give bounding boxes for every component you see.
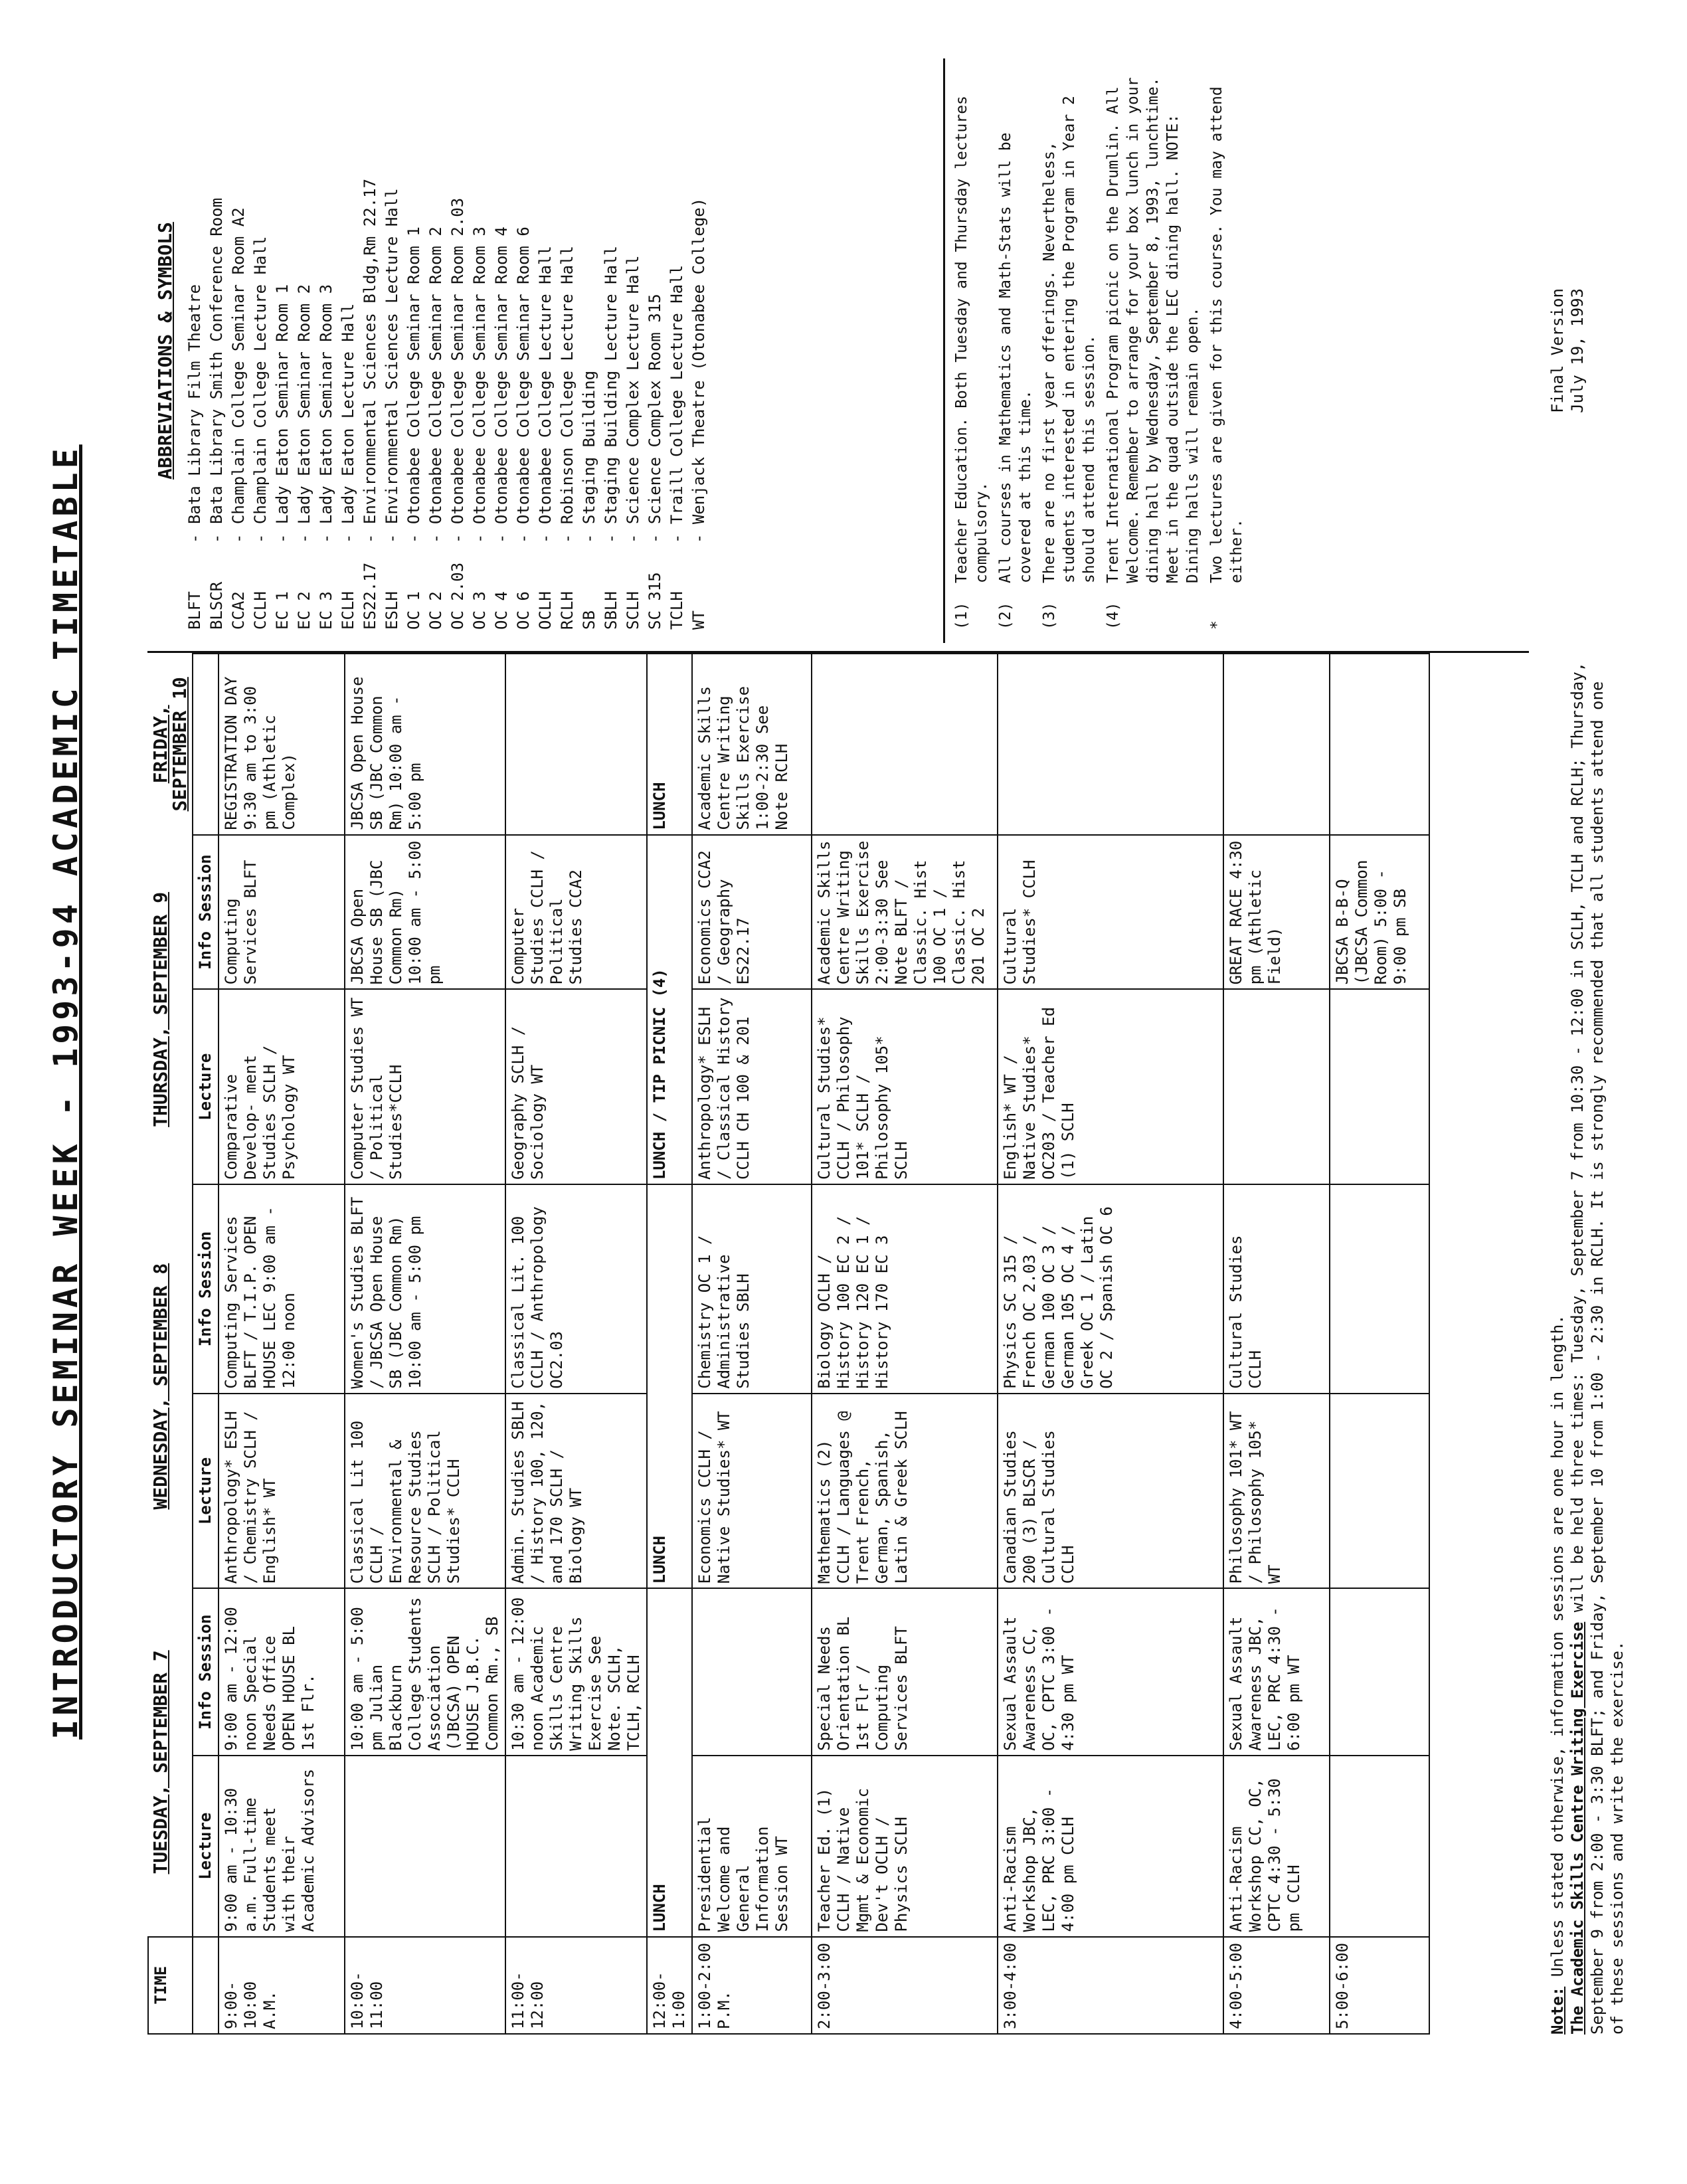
abbreviation-code: CCLH bbox=[251, 591, 270, 630]
abbreviation-desc: - Otonabee College Lecture Hall bbox=[536, 246, 555, 543]
cell: JBCSA B-B-Q (JBCSA Common Room) 5:00 - 9:00 pm SB bbox=[1330, 835, 1429, 990]
lunch-cell: LUNCH bbox=[647, 1184, 692, 1588]
footnote-line2-label: The Academic Skills Centre Writing Exercise bbox=[1568, 1621, 1587, 2035]
abbreviation-desc: - Otonabee College Seminar Room 6 bbox=[514, 227, 533, 543]
abbreviation-row bbox=[272, 72, 294, 630]
time-header: TIME bbox=[148, 1937, 193, 2034]
info-subhead: Info Session bbox=[193, 1588, 219, 1756]
page-title: INTRODUCTORY SEMINAR WEEK - 1993-94 ACADEMIC TIMETABLE bbox=[46, 444, 85, 1740]
abbreviation-row bbox=[578, 72, 600, 630]
abbreviation-row bbox=[359, 72, 381, 630]
abbreviation-desc: - Otonabee College Seminar Room 1 bbox=[404, 227, 423, 543]
note-item bbox=[1103, 72, 1203, 630]
cell: Academic Skills Centre Writing Skills Exercise 2:00-3:30 See Note BLFT / Classic. Hist 100 OC 1 / Classic. Hist 201 OC 2 bbox=[812, 835, 998, 990]
abbreviation-code: WT bbox=[689, 610, 708, 630]
cell: Special Needs Orientation BL 1st Flr / Computing Services BLFT bbox=[812, 1588, 998, 1756]
abbreviation-desc: - Science Complex Room 315 bbox=[646, 294, 664, 543]
cell: Sexual Assault Awareness CC, OC, CPTC 3:00 - 4:30 pm WT bbox=[998, 1588, 1223, 1756]
note-marker: (4) bbox=[1105, 602, 1122, 630]
note-text: All courses in Mathematics and Math-Stats will be covered at this time. bbox=[997, 132, 1034, 583]
cell: Anti-Racism Workshop CC, OC, CPTC 4:30 - 5:30 pm CCLH bbox=[1223, 1756, 1330, 1937]
abbreviation-row bbox=[600, 72, 622, 630]
day-header-tue: TUESDAY, SEPTEMBER 7 bbox=[149, 1650, 171, 1874]
abbreviation-desc: - Lady Eaton Seminar Room 1 bbox=[273, 284, 292, 543]
time-cell: 10:00-11:00 bbox=[345, 1937, 505, 2034]
cell: Women's Studies BLFT / JBCSA Open House SB (JBC Common Rm) 10:00 am - 5:00 pm bbox=[345, 1184, 505, 1394]
abbreviation-code: OC 6 bbox=[514, 591, 533, 630]
abbreviation-code: EC 2 bbox=[295, 591, 313, 630]
abbreviation-desc: - Champlain College Lecture Hall bbox=[251, 236, 270, 543]
column-divider bbox=[147, 651, 1529, 653]
note-text: Trent International Program picnic on the Drumlin. All Welcome. Remember to arrange for your box lunch in your dining hall by Wednesday, September 8, 1993, lunchtime. Meet in the quad outside the LEC dining hall. NOTE: Dining halls will remain open. bbox=[1105, 77, 1201, 583]
cell: JBCSA Open House SB (JBC Common Rm) 10:00 am - 5:00 pm bbox=[345, 835, 505, 990]
abbreviation-desc: - Robinson College Lecture Hall bbox=[558, 246, 577, 543]
cell: Teacher Ed. (1) CCLH / Native Mgmt & Economic Dev't OCLH / Physics SCLH bbox=[812, 1756, 998, 1937]
time-cell: 11:00-12:00 bbox=[505, 1937, 647, 2034]
info-subhead: Info Session bbox=[193, 1184, 219, 1394]
abbreviations-title: ABBREVIATIONS & SYMBOLS bbox=[154, 222, 176, 480]
footnote bbox=[1548, 653, 1627, 2035]
abbreviation-desc: - Otonabee College Seminar Room 4 bbox=[492, 227, 511, 543]
cell: Economics CCLH / Native Studies* WT bbox=[692, 1394, 812, 1589]
abbreviation-desc: - Bata Library Smith Conference Room bbox=[207, 197, 226, 543]
abbreviation-desc: - Wenjack Theatre (Otonabee College) bbox=[689, 197, 708, 543]
abbreviation-desc: - Environmental Sciences Lecture Hall bbox=[383, 188, 401, 543]
time-cell: 4:00-5:00 bbox=[1223, 1937, 1330, 2034]
abbreviation-code: CCA2 bbox=[229, 591, 248, 630]
abbreviation-row bbox=[381, 72, 403, 630]
day-header-wed: WEDNESDAY, SEPTEMBER 8 bbox=[149, 1263, 171, 1510]
cell: Computer Studies WT / Political Studies*CCLH bbox=[345, 989, 505, 1184]
cell: English* WT / Native Studies* OC203 / Teacher Ed (1) SCLH bbox=[998, 989, 1223, 1184]
abbreviation-code: OC 3 bbox=[470, 591, 489, 630]
notes-panel bbox=[943, 58, 1257, 643]
note-marker: (1) bbox=[953, 602, 970, 630]
abbreviation-row bbox=[491, 72, 513, 630]
cell: 9:00 am - 10:30 a.m. Full-time Students meet with their Academic Advisors bbox=[219, 1756, 345, 1937]
cell: Computing Services BLFT bbox=[219, 835, 345, 990]
cell: REGISTRATION DAY 9:30 am to 3:00 pm (Athletic Complex) bbox=[219, 654, 345, 835]
note-text: Two lectures are given for this course. You may attend either. bbox=[1208, 86, 1245, 583]
abbreviation-row bbox=[425, 72, 447, 630]
cell: Physics SC 315 / French OC 2.03 / German 100 OC 3 / German 105 OC 4 / Greek OC 1 / Latin OC 2 / Spanish OC 6 bbox=[998, 1184, 1223, 1394]
time-cell: 9:00- 10:00 A.M. bbox=[219, 1937, 345, 2034]
day-header-fri: FRIDAY, SEPTEMBER 10 bbox=[149, 677, 191, 812]
abbreviation-desc: - Lady Eaton Lecture Hall bbox=[339, 303, 357, 543]
abbreviation-code: OC 2.03 bbox=[448, 562, 467, 630]
cell: Admin. Studies SBLH / History 100, 120, and 170 SCLH / Biology WT bbox=[505, 1394, 647, 1589]
abbreviation-row bbox=[469, 72, 491, 630]
abbreviation-desc: - Environmental Sciences Bldg,Rm 22.17 bbox=[361, 178, 379, 543]
time-cell: 2:00-3:00 bbox=[812, 1937, 998, 2034]
cell: Computing Services BLFT / T.I.P. OPEN HOUSE LEC 9:00 am - 12:00 noon bbox=[219, 1184, 345, 1394]
abbreviation-row bbox=[250, 72, 272, 630]
cell: Sexual Assault Awareness JBC, LEC, PRC 4:30 - 6:00 pm WT bbox=[1223, 1588, 1330, 1756]
abbreviation-row bbox=[557, 72, 578, 630]
abbreviation-desc: - Otonabee College Seminar Room 3 bbox=[470, 227, 489, 543]
footnote-line1: Unless stated otherwise, information sessions are one hour in length. bbox=[1548, 1315, 1567, 1977]
cell: 10:00 am - 5:00 pm Julian Blackburn College Students Association (JBCSA) OPEN HOUSE J.B.C. Common Rm., SB bbox=[345, 1588, 505, 1756]
lecture-subhead: Lecture bbox=[193, 989, 219, 1184]
cell: Classical Lit. 100 CCLH / Anthropology OC2.03 bbox=[505, 1184, 647, 1394]
day-header-thu: THURSDAY, SEPTEMBER 9 bbox=[149, 891, 171, 1127]
cell: Comparative Develop- ment Studies SCLH / Psychology WT bbox=[219, 989, 345, 1184]
abbreviation-row bbox=[447, 72, 469, 630]
footnote-line2: will be held three times: Tuesday, September 7 from 10:30 - 12:00 in SCLH, TCLH and RCLH; Thursday, September 9 from 2:00 - 3:30 BLFT; and Friday, September 10 from 1:00 - 2:30 in RCLH. It is strongly recommended that all students attend one of these sessions and write the exercise. bbox=[1568, 662, 1627, 2035]
abbreviation-code: OC 1 bbox=[404, 591, 423, 630]
cell: Biology OCLH / History 100 EC 2 / History 120 EC 1 / History 170 EC 3 bbox=[812, 1184, 998, 1394]
abbreviation-desc: - Staging Building Lecture Hall bbox=[602, 246, 620, 543]
cell: Anti-Racism Workshop JBC, LEC, PRC 3:00 - 4:00 pm CCLH bbox=[998, 1756, 1223, 1937]
abbreviation-row bbox=[403, 72, 425, 630]
cell: Cultural Studies* CCLH / Philosophy 101* SCLH / Philosophy 105* SCLH bbox=[812, 989, 998, 1184]
note-item bbox=[996, 72, 1035, 630]
cell: Geography SCLH / Sociology WT bbox=[505, 989, 647, 1184]
cell: Academic Skills Centre Writing Skills Exercise 1:00-2:30 See Note RCLH bbox=[692, 654, 812, 835]
cell: 9:00 am - 12:00 noon Special Needs Office OPEN HOUSE BL 1st Flr. bbox=[219, 1588, 345, 1756]
final-version-label: Final Version bbox=[1548, 288, 1567, 413]
time-cell: 5:00-6:00 bbox=[1330, 1937, 1429, 2034]
abbreviation-desc: - Otonabee College Seminar Room 2.03 bbox=[448, 197, 467, 543]
lunch-cell: LUNCH / TIP PICNIC (4) bbox=[647, 835, 692, 1184]
note-item bbox=[1207, 72, 1247, 630]
note-marker: * bbox=[1208, 620, 1225, 630]
cell: Cultural Studies* CCLH bbox=[998, 835, 1223, 990]
footnote-label: Note: bbox=[1548, 1986, 1567, 2035]
time-cell: 12:00-1:00 bbox=[647, 1937, 692, 2034]
abbreviation-desc: - Lady Eaton Seminar Room 2 bbox=[295, 284, 313, 543]
abbreviation-code: SB bbox=[580, 610, 598, 630]
cell: Mathematics (2) CCLH / Languages @ Trent French, German, Spanish, Latin & Greek SCLH bbox=[812, 1394, 998, 1589]
abbreviation-code: TCLH bbox=[667, 591, 686, 630]
note-item bbox=[952, 72, 992, 630]
lunch-cell: LUNCH bbox=[647, 1588, 692, 1936]
cell: Chemistry OC 1 / Administrative Studies SBLH bbox=[692, 1184, 812, 1394]
lecture-subhead: Lecture bbox=[193, 1394, 219, 1589]
abbreviation-row bbox=[206, 72, 228, 630]
abbreviation-row bbox=[666, 72, 688, 630]
abbreviation-code: SC 315 bbox=[646, 572, 664, 630]
abbreviation-desc: - Lady Eaton Seminar Room 3 bbox=[317, 284, 335, 543]
lecture-subhead: Lecture bbox=[193, 1756, 219, 1937]
note-item bbox=[1039, 72, 1099, 630]
cell: Anthropology* ESLH / Classical History CCLH CH 100 & 201 bbox=[692, 989, 812, 1184]
cell: JBCSA Open House SB (JBC Common Rm) 10:00 am - 5:00 pm bbox=[345, 654, 505, 835]
info-subhead: Info Session bbox=[193, 835, 219, 990]
abbreviation-code: BLFT bbox=[185, 591, 204, 630]
abbreviation-desc: - Staging Building bbox=[580, 370, 598, 543]
cell: Cultural Studies CCLH bbox=[1223, 1184, 1330, 1394]
abbreviation-row bbox=[337, 72, 359, 630]
abbreviation-row bbox=[513, 72, 535, 630]
abbreviation-row bbox=[315, 72, 337, 630]
abbreviation-code: ECLH bbox=[339, 591, 357, 630]
abbreviation-row bbox=[294, 72, 315, 630]
lunch-cell: LUNCH bbox=[647, 654, 692, 835]
abbreviation-desc: - Science Complex Lecture Hall bbox=[624, 255, 642, 543]
final-version-date: July 19, 1993 bbox=[1568, 288, 1587, 413]
cell: Anthropology* ESLH / Chemistry SCLH / English* WT bbox=[219, 1394, 345, 1589]
abbreviation-code: EC 1 bbox=[273, 591, 292, 630]
final-version bbox=[1548, 58, 1587, 643]
cell: GREAT RACE 4:30 pm (Athletic Field) bbox=[1223, 835, 1330, 990]
time-cell: 3:00-4:00 bbox=[998, 1937, 1223, 2034]
abbreviation-code: ES22.17 bbox=[361, 562, 379, 630]
abbreviation-code: OC 2 bbox=[426, 591, 445, 630]
abbreviations-list bbox=[184, 72, 710, 630]
abbreviation-row bbox=[535, 72, 557, 630]
abbreviation-code: ESLH bbox=[383, 591, 401, 630]
abbreviation-desc: - Traill College Lecture Hall bbox=[667, 264, 686, 543]
cell: Philosophy 101* WT / Philosophy 105* WT bbox=[1223, 1394, 1330, 1589]
abbreviation-row bbox=[688, 72, 710, 630]
abbreviation-code: EC 3 bbox=[317, 591, 335, 630]
abbreviation-code: OC 4 bbox=[492, 591, 511, 630]
abbreviation-row bbox=[228, 72, 250, 630]
cell: Classical Lit 100 CCLH / Environmental & Resource Studies SCLH / Political Studies* CCLH bbox=[345, 1394, 505, 1589]
abbreviation-desc: - Champlain College Seminar Room A2 bbox=[229, 207, 248, 543]
cell: Presidential Welcome and General Information Session WT bbox=[692, 1756, 812, 1937]
note-text: Teacher Education. Both Tuesday and Thursday lectures compulsory. bbox=[953, 96, 990, 583]
abbreviation-code: OCLH bbox=[536, 591, 555, 630]
cell: 10:30 am - 12:00 noon Academic Skills Centre Writing Skills Exercise See Note. SCLH, TCLH, RCLH bbox=[505, 1588, 647, 1756]
abbreviation-desc: - Otonabee College Seminar Room 2 bbox=[426, 227, 445, 543]
abbreviation-row bbox=[644, 72, 666, 630]
cell: Canadian Studies 200 (3) BLSCR / Cultural Studies CCLH bbox=[998, 1394, 1223, 1589]
abbreviation-code: SBLH bbox=[602, 591, 620, 630]
abbreviation-code: SCLH bbox=[624, 591, 642, 630]
note-text: There are no first year offerings. Nevertheless, students interested in entering the Program in Year 2 should attend this session. bbox=[1041, 96, 1098, 583]
abbreviation-code: BLSCR bbox=[207, 581, 226, 630]
cell: Computer Studies CCLH / Political Studies CCA2 bbox=[505, 835, 647, 990]
note-marker: (3) bbox=[1041, 602, 1058, 630]
abbreviation-row bbox=[184, 72, 206, 630]
time-cell: 1:00-2:00 P.M. bbox=[692, 1937, 812, 2034]
timetable-grid bbox=[147, 653, 1430, 2035]
abbreviation-code: RCLH bbox=[558, 591, 577, 630]
abbreviation-desc: - Bata Library Film Theatre bbox=[185, 284, 204, 543]
abbreviation-row bbox=[622, 72, 644, 630]
note-marker: (2) bbox=[997, 602, 1014, 630]
cell: Economics CCA2 / Geography ES22.17 bbox=[692, 835, 812, 990]
